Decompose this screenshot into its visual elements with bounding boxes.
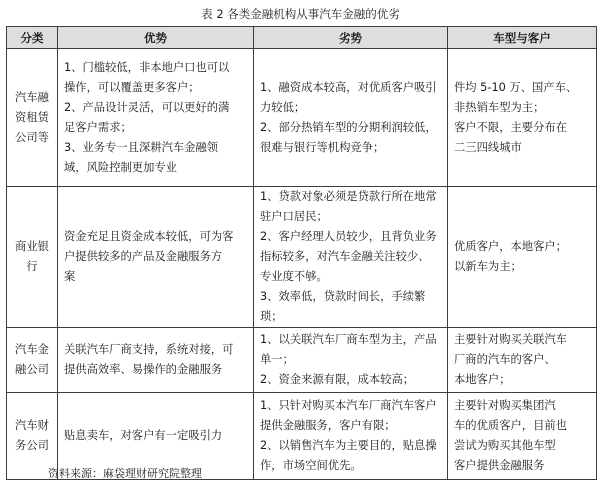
table-title: 表 2 各类金融机构从事汽车金融的优劣 [201, 7, 400, 21]
disadvantages-cell [254, 49, 448, 187]
cell-line: 2、以销售汽车为主要目的，贴息操 [260, 439, 437, 452]
category-cell [7, 328, 58, 393]
cell-line: 优质客户，本地客户； [454, 240, 567, 253]
cell-line: 1、只针对购买本汽车厂商汽车客户 [260, 399, 437, 412]
customers-cell [448, 49, 597, 187]
cell-line: 作，市场空间优先。 [260, 459, 362, 472]
cell-line: 资租赁 [15, 110, 49, 124]
cell-line: 本地客户； [454, 373, 511, 386]
cell-line: 域，风险控制更加专业 [64, 160, 177, 174]
cell-line: 厂商的汽车的客户、 [454, 353, 556, 366]
cell-line: 尝试为购买其他车型 [454, 439, 556, 452]
comparison-table [6, 26, 597, 480]
cell-line: 提供高效率、易操作的金融服务 [64, 363, 223, 376]
cell-line: 公司等 [15, 130, 49, 144]
cell-line: 2、客户经理人员较少，且背负业务 [260, 230, 437, 243]
cell-line: 户提供较多的产品及金融服务方 [64, 250, 223, 263]
cell-line: 主要针对购买集团汽 [454, 399, 556, 412]
disadvantages-cell [254, 187, 448, 328]
cell-line: 指标较多，对汽车金融关注较少、 [260, 250, 430, 263]
cell-line: 案 [64, 270, 76, 283]
cell-line: 客户提供金融服务 [454, 459, 545, 472]
disadvantages-cell [254, 328, 448, 393]
header-advantages: 优势 [58, 27, 254, 49]
table-row [7, 328, 597, 393]
source-note: 资料来源：麻袋理财研究院整理 [48, 467, 202, 480]
cell-line: 关联汽车厂商支持，系统对接，可 [64, 343, 234, 356]
advantages-cell [58, 187, 254, 328]
customers-cell [448, 187, 597, 328]
cell-line: 力较低； [260, 100, 306, 114]
cell-line: 商业银 [15, 240, 49, 253]
category-cell [7, 49, 58, 187]
header-customers: 车型与客户 [448, 27, 597, 49]
header-category: 分类 [7, 27, 58, 49]
cell-line: 贴息卖车，对客户有一定吸引力 [64, 429, 223, 442]
cell-line: 3、业务专一且深耕汽车金融领 [64, 140, 219, 154]
disadvantages-cell [254, 393, 448, 480]
cell-line: 主要针对购买关联汽车 [454, 333, 567, 346]
cell-line: 件均 5-10 万、国产车、 [454, 80, 578, 94]
cell-line: 单一； [260, 353, 294, 366]
cell-line: 提供金融服务，客户有限； [260, 419, 396, 432]
cell-line: 很难与银行等机构竞争； [260, 140, 385, 154]
cell-line: 二三四线城市 [454, 140, 522, 154]
cell-line: 非热销车型为主； [454, 100, 545, 114]
customers-cell [448, 393, 597, 480]
advantages-cell [58, 328, 254, 393]
customers-cell [448, 328, 597, 393]
header-disadvantages: 劣势 [254, 27, 448, 49]
cell-line: 专业度不够。 [260, 270, 328, 283]
cell-line: 2、产品设计灵活，可以更好的满 [64, 100, 230, 114]
cell-line: 驻户口居民； [260, 210, 328, 223]
header-row [7, 27, 597, 49]
cell-line: 足客户需求； [64, 120, 132, 134]
cell-line: 操作，可以覆盖更多客户； [64, 80, 200, 94]
cell-line: 1、融资成本较高，对优质客户吸引 [260, 80, 437, 94]
cell-line: 务公司 [15, 439, 49, 452]
cell-line: 行 [26, 260, 38, 273]
cell-line: 客户不限，主要分布在 [454, 120, 567, 134]
cell-line: 1、门槛较低，非本地户口也可以 [64, 60, 230, 74]
cell-line: 汽车财 [15, 419, 49, 432]
cell-line: 3、效率低，贷款时间长，手续繁琐； [260, 290, 426, 323]
cell-line: 2、资金来源有限，成本较高； [260, 373, 415, 386]
cell-line: 汽车金 [15, 343, 49, 356]
table-row [7, 187, 597, 328]
cell-line: 汽车融 [15, 90, 49, 104]
category-cell [7, 187, 58, 328]
table-row [7, 49, 597, 187]
cell-line: 车的优质客户，目前也 [454, 419, 567, 432]
cell-line: 1、贷款对象必须是贷款行所在地常 [260, 190, 437, 203]
cell-line: 1、以关联汽车厂商车型为主，产品 [260, 333, 437, 346]
cell-line: 融公司 [15, 363, 49, 376]
cell-line: 2、部分热销车型的分期利润较低， [260, 120, 437, 134]
cell-line: 资金充足且资金成本较低，可为客 [64, 230, 234, 243]
advantages-cell [58, 49, 254, 187]
cell-line: 以新车为主； [454, 260, 522, 273]
